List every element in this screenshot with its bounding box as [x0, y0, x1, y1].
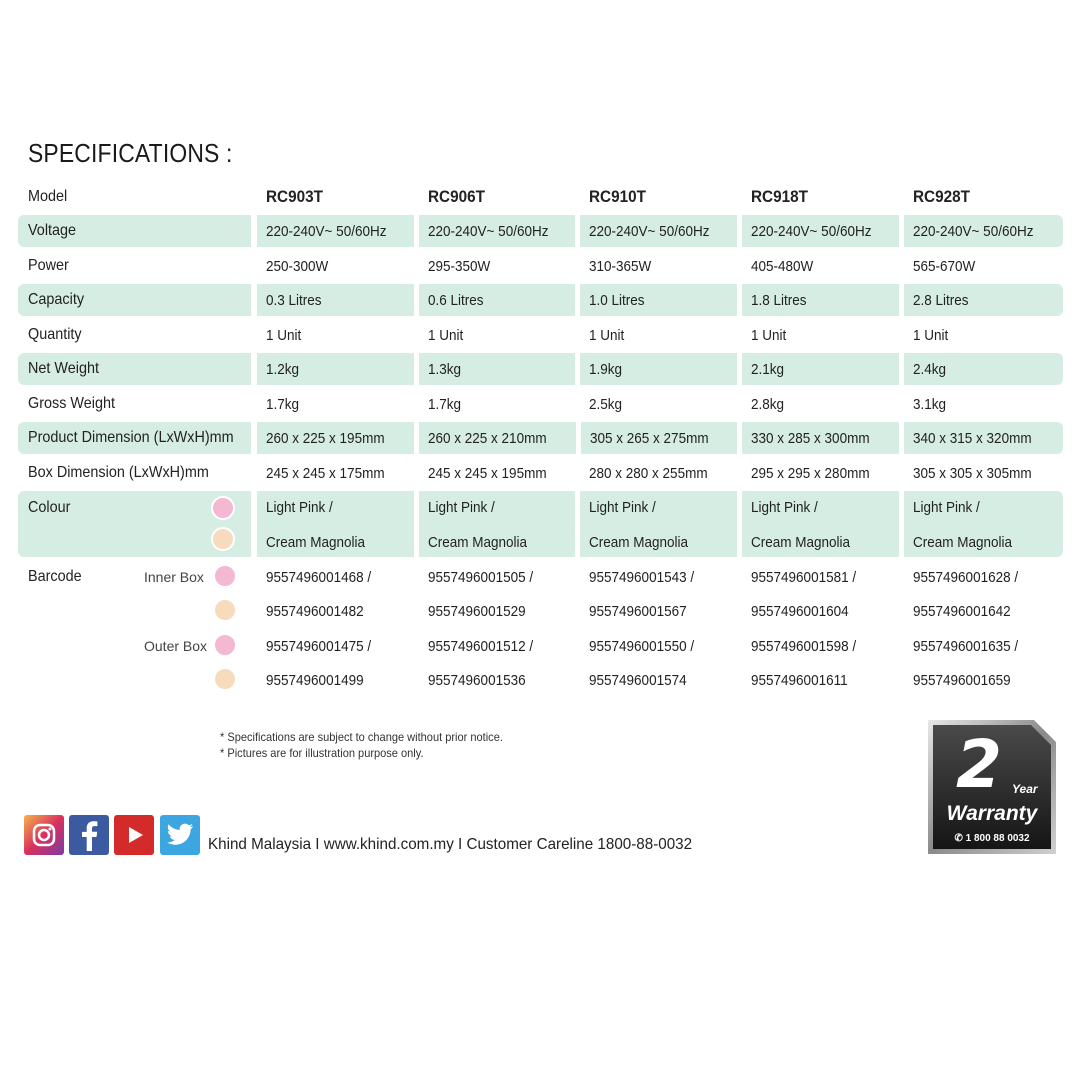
model-cell: RC906T [427, 187, 485, 206]
box-dimension-cell: 245 x 245 x 195mm [427, 464, 547, 482]
barcode-cell: 9557496001635 / [913, 637, 1019, 655]
barcode-cell: 9557496001628 / [913, 568, 1019, 586]
row-label-voltage: Voltage [18, 215, 251, 247]
barcode-cell: 9557496001499 [265, 671, 364, 689]
voltage-cell: 220-240V~ 50/60Hz [904, 215, 1063, 247]
capacity-cell: 2.8 Litres [904, 284, 1063, 316]
barcode-cell: 9557496001581 / [751, 568, 857, 586]
spec-row-voltage [18, 215, 1063, 247]
cream-magnolia-swatch [213, 598, 237, 622]
row-label-product-dimension: Product Dimension (LxWxH)mm [18, 422, 251, 454]
spec-row-colour [18, 491, 1063, 557]
quantity-cell: 1 Unit [589, 326, 625, 344]
box-dimension-cell: 245 x 245 x 175mm [265, 464, 385, 482]
row-label-net-weight: Net Weight [18, 353, 251, 385]
footer-contact: Khind Malaysia I www.khind.com.my I Customer Careline 1800-88-0032 [208, 836, 693, 853]
net-weight-cell: 2.1kg [742, 353, 899, 385]
cream-magnolia-swatch [213, 667, 237, 691]
spec-row-gross-weight [18, 388, 1063, 420]
barcode-cell: 9557496001468 / [265, 568, 371, 586]
barcode-cell: 9557496001536 [427, 671, 526, 689]
capacity-cell: 0.3 Litres [257, 284, 414, 316]
voltage-cell: 220-240V~ 50/60Hz [419, 215, 576, 247]
box-dimension-cell: 305 x 305 x 305mm [913, 464, 1032, 482]
barcode-cell: 9557496001567 [589, 602, 688, 620]
warranty-badge [926, 718, 1058, 856]
light-pink-swatch [213, 633, 237, 657]
net-weight-cell: 1.2kg [257, 353, 414, 385]
barcode-cell: 9557496001611 [751, 671, 848, 689]
product-dimension-cell: 330 x 285 x 300mm [742, 422, 899, 454]
voltage-cell: 220-240V~ 50/60Hz [742, 215, 899, 247]
gross-weight-cell: 1.7kg [265, 395, 299, 413]
product-dimension-cell: 260 x 225 x 210mm [419, 422, 576, 454]
power-cell: 295-350W [427, 257, 490, 275]
net-weight-cell: 1.9kg [580, 353, 737, 385]
voltage-cell: 220-240V~ 50/60Hz [580, 215, 737, 247]
barcode-cell: 9557496001475 / [265, 637, 371, 655]
instagram-icon[interactable] [24, 815, 64, 855]
note-line: * Pictures are for illustration purpose only. [220, 746, 424, 760]
row-label-barcode: Barcode Inner Box [18, 561, 251, 593]
warranty-label: Warranty [946, 802, 1038, 825]
spec-row-quantity [18, 319, 1063, 351]
capacity-cell: 1.0 Litres [580, 284, 737, 316]
box-dimension-cell: 280 x 280 x 255mm [589, 464, 709, 482]
colour-cell: Light Pink / Cream Magnolia [580, 491, 737, 557]
row-label-capacity: Capacity [18, 284, 251, 316]
model-cell: RC910T [589, 187, 647, 206]
colour-cell: Light Pink / Cream Magnolia [742, 491, 899, 557]
inner-box-label: Inner Box [144, 569, 204, 585]
gross-weight-cell: 1.7kg [427, 395, 461, 413]
gross-weight-cell: 2.8kg [751, 395, 785, 413]
spec-row-model [18, 180, 1063, 214]
model-cell: RC903T [265, 187, 323, 206]
page-title: SPECIFICATIONS : [28, 138, 233, 168]
net-weight-cell: 2.4kg [904, 353, 1063, 385]
note-line: * Specifications are subject to change without prior notice. [220, 730, 503, 744]
spec-row-capacity [18, 284, 1063, 316]
quantity-cell: 1 Unit [751, 326, 787, 344]
colour-cell: Light Pink / Cream Magnolia [257, 491, 414, 557]
cream-magnolia-swatch [211, 527, 235, 551]
quantity-cell: 1 Unit [265, 326, 302, 344]
warranty-year-label: Year [1012, 782, 1038, 796]
box-dimension-cell: 295 x 295 x 280mm [751, 464, 870, 482]
model-cell: RC928T [913, 187, 971, 206]
barcode-cell: 9557496001598 / [751, 637, 857, 655]
phone-icon: ✆ [954, 833, 966, 844]
quantity-cell: 1 Unit [427, 326, 463, 344]
barcode-cell: 9557496001550 / [589, 637, 695, 655]
spec-row-box-dimension [18, 457, 1063, 489]
spec-row-barcode-inner-pink [18, 561, 1063, 593]
spec-row-barcode-outer-pink [18, 630, 1063, 662]
spec-row-barcode-outer-cream [18, 664, 1063, 696]
barcode-cell: 9557496001505 / [427, 568, 533, 586]
colour-cell: Light Pink / Cream Magnolia [419, 491, 576, 557]
gross-weight-cell: 3.1kg [913, 395, 947, 413]
barcode-cell: 9557496001543 / [589, 568, 695, 586]
outer-box-label: Outer Box [144, 638, 208, 654]
voltage-cell: 220-240V~ 50/60Hz [257, 215, 414, 247]
spec-row-net-weight [18, 353, 1063, 385]
row-label-gross-weight: Gross Weight [28, 395, 115, 412]
barcode-cell: 9557496001642 [913, 602, 1011, 620]
quantity-cell: 1 Unit [913, 326, 949, 344]
disclaimer-notes [220, 729, 528, 761]
row-label-power: Power [28, 257, 69, 274]
power-cell: 565-670W [913, 257, 976, 275]
colour-cell: Light Pink / Cream Magnolia [904, 491, 1063, 557]
light-pink-swatch [211, 496, 235, 520]
facebook-icon[interactable] [69, 815, 109, 855]
gross-weight-cell: 2.5kg [589, 395, 623, 413]
product-dimension-cell: 305 x 265 x 275mm [581, 422, 738, 454]
product-dimension-cell: 340 x 315 x 320mm [904, 422, 1063, 454]
barcode-cell: 9557496001604 [751, 602, 849, 620]
capacity-cell: 1.8 Litres [742, 284, 899, 316]
row-label-spacer [18, 595, 251, 627]
barcode-cell: 9557496001512 / [427, 637, 533, 655]
row-label-box-dimension: Box Dimension (LxWxH)mm [28, 464, 209, 481]
row-label-quantity: Quantity [28, 326, 82, 343]
capacity-cell: 0.6 Litres [419, 284, 576, 316]
row-label-outer [18, 630, 251, 662]
product-dimension-cell: 260 x 225 x 195mm [257, 422, 414, 454]
row-label-colour: Colour [18, 491, 251, 557]
spec-row-power [18, 250, 1063, 282]
youtube-icon[interactable] [114, 815, 154, 855]
power-cell: 310-365W [589, 257, 652, 275]
power-cell: 405-480W [751, 257, 814, 275]
row-label-spacer [18, 664, 251, 696]
spec-row-product-dimension [18, 422, 1063, 454]
row-label-model: Model [28, 188, 68, 205]
net-weight-cell: 1.3kg [419, 353, 576, 385]
barcode-cell: 9557496001482 [265, 602, 364, 620]
warranty-phone: ✆ 1 800 88 0032 [954, 833, 1030, 844]
warranty-years: 2 [956, 726, 1002, 803]
spec-row-barcode-inner-cream [18, 595, 1063, 627]
barcode-cell: 9557496001574 [589, 671, 688, 689]
barcode-cell: 9557496001659 [913, 671, 1011, 689]
barcode-cell: 9557496001529 [427, 602, 526, 620]
model-cell: RC918T [751, 187, 809, 206]
power-cell: 250-300W [265, 257, 329, 275]
light-pink-swatch [213, 564, 237, 588]
twitter-icon[interactable] [160, 815, 200, 855]
